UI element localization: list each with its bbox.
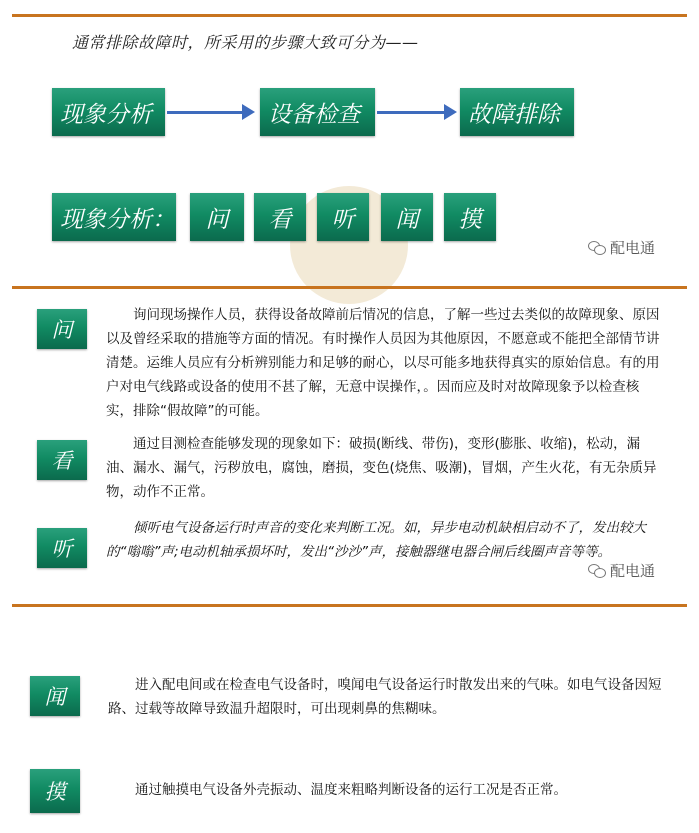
- sense-touch: 摸: [444, 193, 496, 241]
- paragraph-smell: 进入配电间或在检查电气设备时，嗅闻电气设备运行时散发出来的气味。如电气设备因短路、过载等故障导致温升超限时，可出现刺鼻的焦糊味。: [108, 677, 662, 717]
- label-listen: 听: [37, 528, 87, 568]
- label-smell: 闻: [30, 676, 80, 716]
- watermark-text: 配电通: [610, 562, 656, 580]
- watermark-text: 配电通: [610, 239, 656, 257]
- arrow-right-icon: [377, 111, 453, 114]
- sense-listen: 听: [317, 193, 369, 241]
- label-look: 看: [37, 440, 87, 480]
- sense-look: 看: [254, 193, 306, 241]
- step-equipment-check: 设备检查: [260, 88, 375, 136]
- watermark: [588, 237, 655, 258]
- label-ask: 问: [37, 309, 87, 349]
- intro-text: 通常排除故障时，所采用的步骤大致可分为——: [72, 33, 419, 52]
- wechat-icon: [588, 241, 606, 255]
- section-divider: [12, 286, 687, 289]
- senses-lead: 现象分析：: [52, 193, 176, 241]
- watermark: [588, 560, 655, 581]
- step-phenomenon-analysis: 现象分析: [52, 88, 165, 136]
- paragraph-look: 通过目测检查能够发现的现象如下：破损(断线、带伤)，变形(膨胀、收缩)，松动，漏油、漏水、漏气，污秽放电，腐蚀，磨损，变色(烧焦、吸潮)，冒烟，产生火花，有无杂质异物，动作不正常。: [106, 436, 657, 500]
- wechat-icon: [588, 564, 606, 578]
- top-divider: [12, 14, 687, 17]
- section-divider: [12, 604, 687, 607]
- arrow-right-icon: [167, 111, 251, 114]
- paragraph-ask: 询问现场操作人员，获得设备故障前后情况的信息，了解一些过去类似的故障现象、原因以及曾经采取的措施等方面的情况。有时操作人员因为其他原因，不愿意或不能把全部情节讲清楚。运维人员应有分析辨别能力和足够的耐心，以尽可能多地获得真实的原始信息。有的用户对电气线路或设备的使用不甚了解，无意中误操作，。因而应及时对故障现象予以检查核实，排除“假故障”的可能。: [106, 307, 660, 419]
- label-touch: 摸: [30, 769, 80, 813]
- sense-smell: 闻: [381, 193, 433, 241]
- step-fault-elimination: 故障排除: [460, 88, 574, 136]
- paragraph-listen: 倾听电气设备运行时声音的变化来判断工况。如，异步电动机缺相启动不了，发出较大的“嗡嗡”声;电动机轴承损坏时，发出“沙沙”声，接触器继电器合闸后线圈声音等等。: [106, 520, 646, 560]
- paragraph-touch: 通过触摸电气设备外壳振动、温度来粗略判断设备的运行工况是否正常。: [135, 782, 567, 798]
- sense-ask: 问: [190, 193, 244, 241]
